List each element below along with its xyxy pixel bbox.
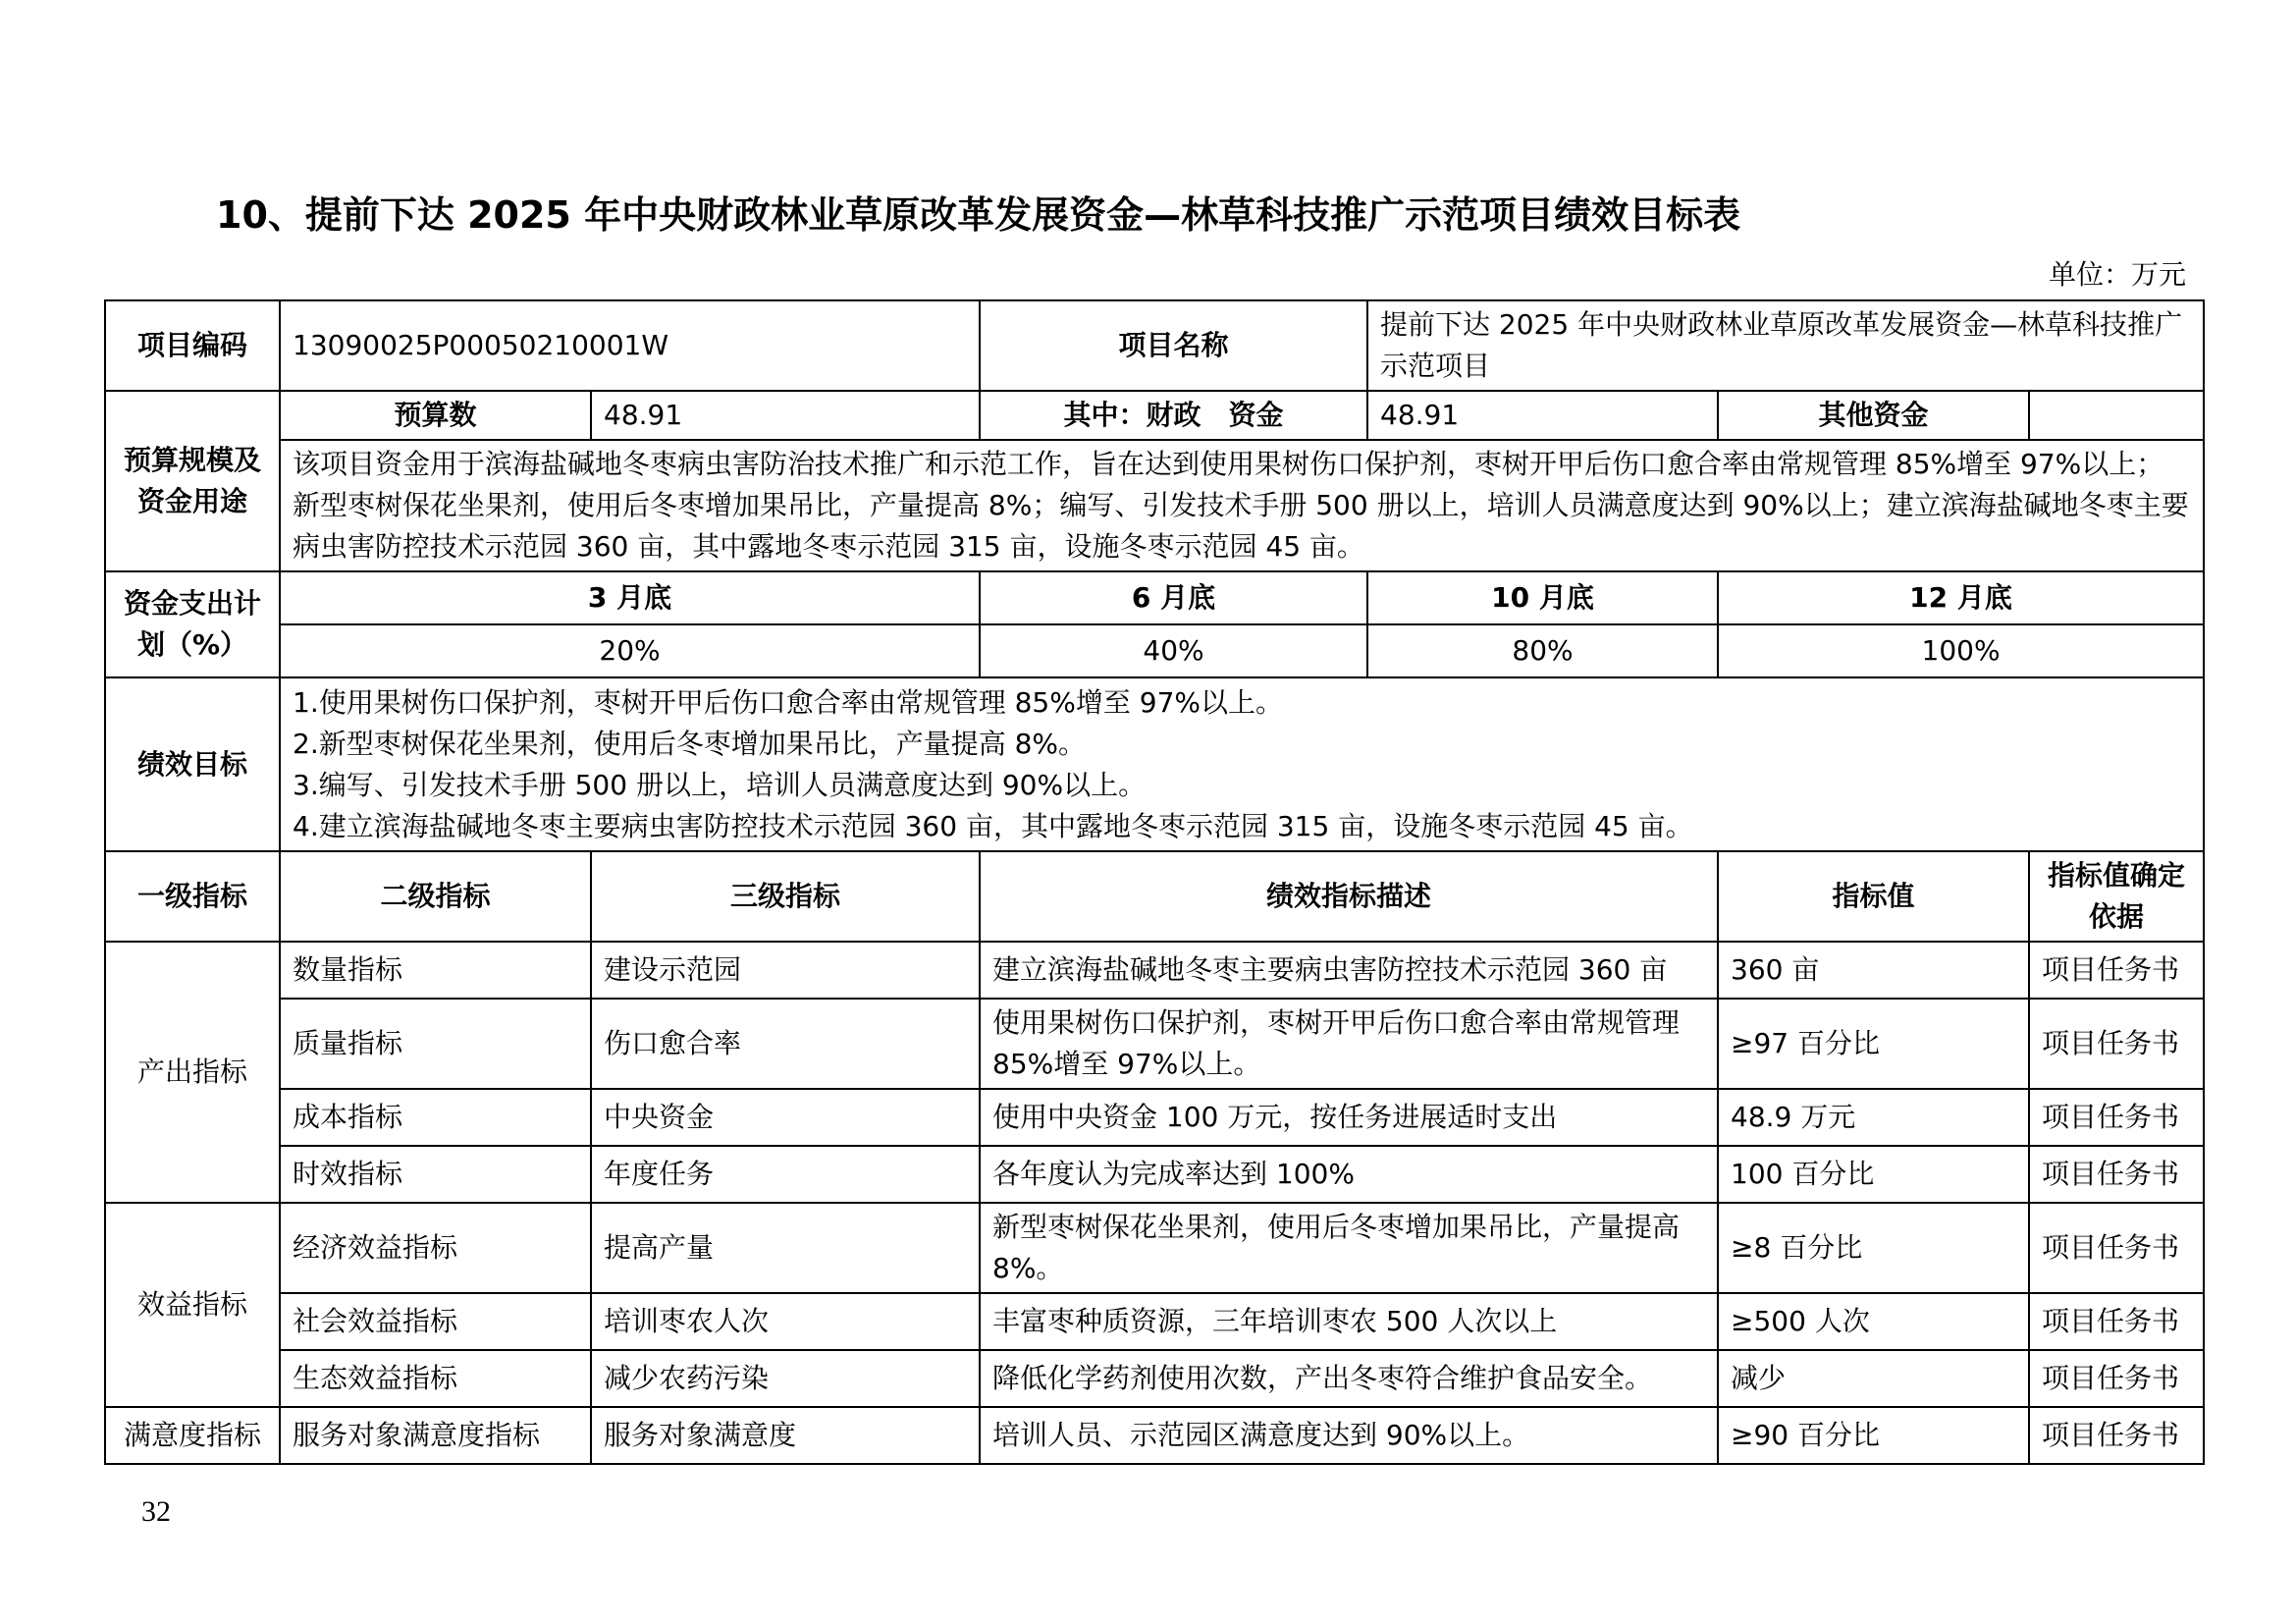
description-cell: 使用果树伤口保护剂，枣树开甲后伤口愈合率由常规管理 85%增至 97%以上。 <box>980 999 1718 1089</box>
value-cell: 减少 <box>1718 1350 2029 1407</box>
table-row <box>105 1203 2204 1293</box>
goal-item: 3.编写、引发技术手册 500 册以上，培训人员满意度达到 90%以上。 <box>293 768 1147 801</box>
basis-cell: 项目任务书 <box>2029 1293 2204 1350</box>
header-value: 指标值 <box>1718 851 2029 942</box>
spending-plan-label: 资金支出计划（%） <box>105 571 280 677</box>
level2-cell: 质量指标 <box>280 999 591 1089</box>
level3-cell: 建设示范园 <box>591 942 980 999</box>
value-cell: 48.9 万元 <box>1718 1089 2029 1146</box>
level3-cell: 提高产量 <box>591 1203 980 1293</box>
goals-row <box>105 677 2204 851</box>
value-cell: 100 百分比 <box>1718 1146 2029 1203</box>
fiscal-fund-value: 48.91 <box>1367 391 1718 440</box>
project-row <box>105 300 2204 391</box>
header-level1: 一级指标 <box>105 851 280 942</box>
value-cell: ≥500 人次 <box>1718 1293 2029 1350</box>
plan-period: 6 月底 <box>980 571 1367 624</box>
level2-cell: 成本指标 <box>280 1089 591 1146</box>
goal-item: 1.使用果树伤口保护剂，枣树开甲后伤口愈合率由常规管理 85%增至 97%以上。 <box>293 685 1283 719</box>
table-row <box>105 1146 2204 1203</box>
level3-cell: 伤口愈合率 <box>591 999 980 1089</box>
value-cell: ≥97 百分比 <box>1718 999 2029 1089</box>
budget-usage-row <box>105 440 2204 571</box>
plan-value: 80% <box>1367 624 1718 677</box>
budget-usage-text: 该项目资金用于滨海盐碱地冬枣病虫害防治技术推广和示范工作，旨在达到使用果树伤口保护剂，枣树开甲后伤口愈合率由常规管理 85%增至 97%以上；新型枣树保花坐果剂，使用后冬枣增加果吊比，产量提高 8%；编写、引发技术手册 500 册以上，培训人员满意度达到 90%以上；建立滨海盐碱地冬枣主要病虫害防控技术示范园 360 亩，其中露地冬枣示范园 315 亩，设施冬枣示范园 45 亩。 <box>280 440 2204 571</box>
level2-cell: 经济效益指标 <box>280 1203 591 1293</box>
other-fund-value <box>2029 391 2204 440</box>
description-cell: 丰富枣种质资源，三年培训枣农 500 人次以上 <box>980 1293 1718 1350</box>
project-code-label: 项目编码 <box>105 300 280 391</box>
level2-cell: 服务对象满意度指标 <box>280 1407 591 1464</box>
basis-cell: 项目任务书 <box>2029 1407 2204 1464</box>
plan-value: 100% <box>1718 624 2204 677</box>
level3-cell: 培训枣农人次 <box>591 1293 980 1350</box>
header-description: 绩效指标描述 <box>980 851 1718 942</box>
description-cell: 建立滨海盐碱地冬枣主要病虫害防控技术示范园 360 亩 <box>980 942 1718 999</box>
basis-cell: 项目任务书 <box>2029 999 2204 1089</box>
basis-cell: 项目任务书 <box>2029 1203 2204 1293</box>
budget-amount-value: 48.91 <box>591 391 980 440</box>
level2-cell: 时效指标 <box>280 1146 591 1203</box>
table-row <box>105 942 2204 999</box>
header-basis: 指标值确定依据 <box>2029 851 2204 942</box>
level3-cell: 中央资金 <box>591 1089 980 1146</box>
plan-header-row <box>105 571 2204 624</box>
plan-value-row <box>105 624 2204 677</box>
value-cell: ≥8 百分比 <box>1718 1203 2029 1293</box>
page-title: 10、提前下达 2025 年中央财政林业草原改革发展资金—林草科技推广示范项目绩效目标表 <box>216 193 1741 237</box>
table-row <box>105 999 2204 1089</box>
value-cell: ≥90 百分比 <box>1718 1407 2029 1464</box>
goals-list <box>280 677 2204 851</box>
table-row <box>105 1089 2204 1146</box>
header-level2: 二级指标 <box>280 851 591 942</box>
unit-label: 单位：万元 <box>2048 258 2186 291</box>
table-row <box>105 1350 2204 1407</box>
performance-goal-table <box>104 299 2205 1465</box>
level3-cell: 年度任务 <box>591 1146 980 1203</box>
header-level3: 三级指标 <box>591 851 980 942</box>
description-cell: 使用中央资金 100 万元，按任务进展适时支出 <box>980 1089 1718 1146</box>
table-row <box>105 1407 2204 1464</box>
level2-cell: 社会效益指标 <box>280 1293 591 1350</box>
value-cell: 360 亩 <box>1718 942 2029 999</box>
output-indicator-label: 产出指标 <box>105 942 280 1203</box>
level3-cell: 服务对象满意度 <box>591 1407 980 1464</box>
satisfaction-indicator-label: 满意度指标 <box>105 1407 280 1464</box>
level2-cell: 生态效益指标 <box>280 1350 591 1407</box>
goals-label: 绩效目标 <box>105 677 280 851</box>
other-fund-label: 其他资金 <box>1718 391 2029 440</box>
level3-cell: 减少农药污染 <box>591 1350 980 1407</box>
goal-item: 2.新型枣树保花坐果剂，使用后冬枣增加果吊比，产量提高 8%。 <box>293 727 1087 760</box>
basis-cell: 项目任务书 <box>2029 1350 2204 1407</box>
basis-cell: 项目任务书 <box>2029 942 2204 999</box>
level2-cell: 数量指标 <box>280 942 591 999</box>
page-number: 32 <box>141 1495 171 1528</box>
plan-value: 40% <box>980 624 1367 677</box>
plan-period: 3 月底 <box>280 571 980 624</box>
project-name: 提前下达 2025 年中央财政林业草原改革发展资金—林草科技推广示范项目 <box>1367 300 2204 391</box>
project-code: 13090025P00050210001W <box>280 300 980 391</box>
plan-period: 12 月底 <box>1718 571 2204 624</box>
goal-item: 4.建立滨海盐碱地冬枣主要病虫害防控技术示范园 360 亩，其中露地冬枣示范园 315 亩，设施冬枣示范园 45 亩。 <box>293 809 1693 842</box>
table-row <box>105 1293 2204 1350</box>
budget-section-label: 预算规模及资金用途 <box>105 391 280 571</box>
budget-row <box>105 391 2204 440</box>
fiscal-fund-label: 其中：财政 资金 <box>980 391 1367 440</box>
description-cell: 各年度认为完成率达到 100% <box>980 1146 1718 1203</box>
description-cell: 培训人员、示范园区满意度达到 90%以上。 <box>980 1407 1718 1464</box>
description-cell: 新型枣树保花坐果剂，使用后冬枣增加果吊比，产量提高 8%。 <box>980 1203 1718 1293</box>
plan-value: 20% <box>280 624 980 677</box>
budget-amount-label: 预算数 <box>280 391 591 440</box>
description-cell: 降低化学药剂使用次数，产出冬枣符合维护食品安全。 <box>980 1350 1718 1407</box>
basis-cell: 项目任务书 <box>2029 1089 2204 1146</box>
indicator-header-row <box>105 851 2204 942</box>
project-name-label: 项目名称 <box>980 300 1367 391</box>
basis-cell: 项目任务书 <box>2029 1146 2204 1203</box>
benefit-indicator-label: 效益指标 <box>105 1203 280 1407</box>
plan-period: 10 月底 <box>1367 571 1718 624</box>
